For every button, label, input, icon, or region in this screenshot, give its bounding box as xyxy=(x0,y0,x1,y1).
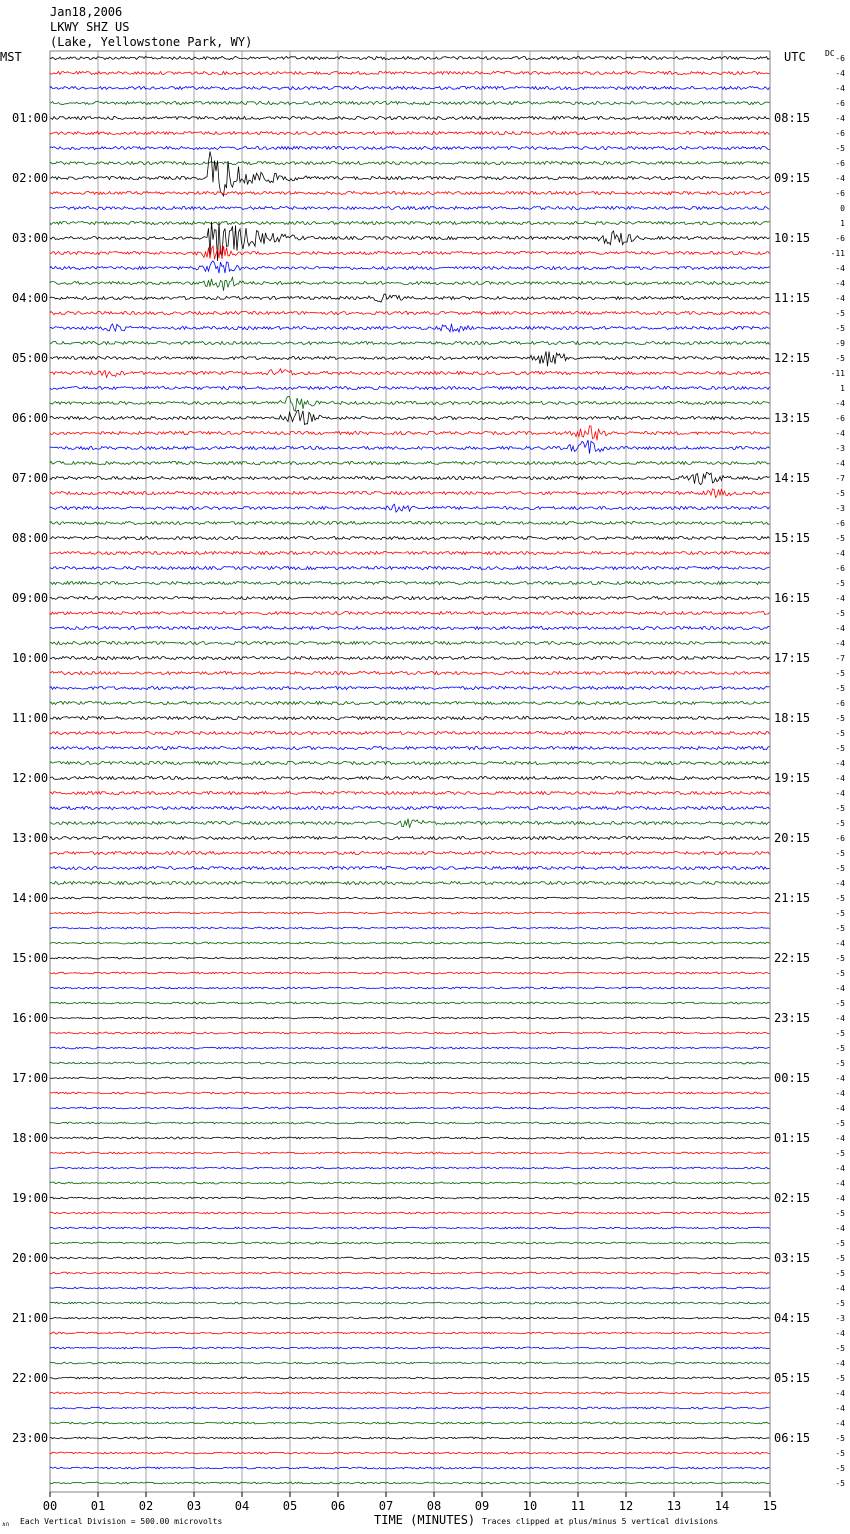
dc-offset-label: -5 xyxy=(835,1269,845,1278)
dc-offset-label: -4 xyxy=(835,789,845,798)
trace-line xyxy=(50,1302,770,1304)
mst-hour-label: 12:00 xyxy=(12,771,49,785)
dc-offset-label: -5 xyxy=(835,924,845,933)
mst-hour-label: 02:00 xyxy=(12,171,49,185)
seismic-traces xyxy=(50,56,770,1484)
utc-hour-label: 14:15 xyxy=(774,471,811,485)
trace-line xyxy=(50,716,770,719)
x-tick-label: 02 xyxy=(138,1499,154,1513)
plot-date: Jan18,2006 xyxy=(50,5,123,19)
dc-offset-label: -4 xyxy=(835,429,845,438)
x-tick-label: 05 xyxy=(282,1499,298,1513)
dc-offset-label: -4 xyxy=(835,279,845,288)
dc-offset-label: -4 xyxy=(835,84,845,93)
dc-offset-label: -5 xyxy=(835,489,845,498)
dc-offset-label: -5 xyxy=(835,684,845,693)
x-tick-label: 08 xyxy=(426,1499,442,1513)
scale-note: Each Vertical Division = 500.00 microvolts xyxy=(20,1517,223,1526)
trace-line xyxy=(50,1077,770,1079)
dc-offset-label: -5 xyxy=(835,1059,845,1068)
dc-offset-label: -5 xyxy=(835,579,845,588)
dc-offset-label: -4 xyxy=(835,939,845,948)
dc-offset-label: -11 xyxy=(830,249,845,258)
trace-line xyxy=(50,521,770,524)
dc-offset-label: -5 xyxy=(835,909,845,918)
dc-offset-label: -6 xyxy=(835,54,845,63)
dc-offset-label: -6 xyxy=(835,189,845,198)
trace-line xyxy=(50,1167,770,1169)
dc-offset-label: -5 xyxy=(835,1029,845,1038)
dc-offset-label: -6 xyxy=(835,564,845,573)
mst-hour-label: 15:00 xyxy=(12,951,49,965)
mst-hour-label: 04:00 xyxy=(12,291,49,305)
trace-line xyxy=(50,836,770,839)
dc-offset-label: -5 xyxy=(835,969,845,978)
trace-line xyxy=(50,246,770,260)
trace-line xyxy=(50,536,770,539)
dc-offset-labels xyxy=(831,54,846,1488)
utc-hour-label: 23:15 xyxy=(774,1011,811,1025)
dc-offset-label: -7 xyxy=(835,654,845,663)
dc-offset-label: -5 xyxy=(835,354,845,363)
trace-line xyxy=(50,881,770,884)
dc-offset-label: -5 xyxy=(835,804,845,813)
trace-line xyxy=(50,206,770,209)
mst-hour-label: 19:00 xyxy=(12,1191,49,1205)
trace-line xyxy=(50,1212,770,1214)
dc-offset-label: -5 xyxy=(835,1299,845,1308)
dc-offset-label: -5 xyxy=(835,1479,845,1488)
trace-line xyxy=(50,396,770,411)
dc-offset-label: -3 xyxy=(835,1314,845,1323)
dc-offset-label: -5 xyxy=(835,744,845,753)
utc-hour-label: 12:15 xyxy=(774,351,811,365)
trace-line xyxy=(50,352,770,367)
dc-offset-label: -6 xyxy=(835,159,845,168)
trace-line xyxy=(50,86,770,89)
dc-offset-label: -5 xyxy=(835,714,845,723)
dc-offset-label: -5 xyxy=(835,1344,845,1353)
dc-offset-label: -4 xyxy=(835,1224,845,1233)
mst-hour-labels xyxy=(12,111,48,1445)
dc-offset-label: -5 xyxy=(835,1119,845,1128)
trace-line xyxy=(50,489,770,498)
trace-line xyxy=(50,1152,770,1154)
trace-line xyxy=(50,656,770,659)
dc-offset-label: -6 xyxy=(835,99,845,108)
trace-line xyxy=(50,1047,770,1049)
dc-offset-label: -4 xyxy=(835,1389,845,1398)
utc-hour-label: 20:15 xyxy=(774,831,811,845)
mst-hour-label: 13:00 xyxy=(12,831,49,845)
trace-line xyxy=(50,504,770,512)
utc-hour-label: 13:15 xyxy=(774,411,811,425)
utc-hour-label: 22:15 xyxy=(774,951,811,965)
trace-line xyxy=(50,641,770,644)
x-tick-label: 13 xyxy=(666,1499,682,1513)
utc-hour-label: 06:15 xyxy=(774,1431,811,1445)
utc-hour-labels xyxy=(774,111,810,1445)
trace-line xyxy=(50,341,770,344)
dc-offset-label: -5 xyxy=(835,849,845,858)
dc-offset-label: -4 xyxy=(835,459,845,468)
trace-line xyxy=(50,851,770,854)
trace-line xyxy=(50,116,770,119)
trace-line xyxy=(50,1347,770,1349)
dc-offset-label: -6 xyxy=(835,414,845,423)
trace-line xyxy=(50,386,770,389)
trace-line xyxy=(50,461,770,464)
x-tick-labels xyxy=(43,1499,777,1513)
trace-line xyxy=(50,611,770,614)
dc-offset-label: -3 xyxy=(835,444,845,453)
dc-offset-label: -4 xyxy=(835,549,845,558)
dc-offset-label: -5 xyxy=(835,1149,845,1158)
trace-line xyxy=(50,151,770,196)
dc-offset-label: -4 xyxy=(835,114,845,123)
mst-hour-label: 17:00 xyxy=(12,1071,49,1085)
trace-line xyxy=(50,1332,770,1334)
trace-line xyxy=(50,1257,770,1259)
x-tick-label: 15 xyxy=(762,1499,778,1513)
dc-offset-label: -5 xyxy=(835,1374,845,1383)
mst-hour-label: 22:00 xyxy=(12,1371,49,1385)
dc-offset-label: -4 xyxy=(835,174,845,183)
dc-offset-label: -5 xyxy=(835,669,845,678)
trace-line xyxy=(50,1362,770,1364)
trace-line xyxy=(50,927,770,929)
dc-offset-label: -5 xyxy=(835,954,845,963)
x-tick-label: 03 xyxy=(186,1499,202,1513)
station-code: LKWY SHZ US xyxy=(50,20,130,34)
dc-offset-label: -6 xyxy=(835,129,845,138)
trace-line xyxy=(50,277,770,291)
dc-offset-label: 0 xyxy=(840,204,845,213)
mst-hour-label: 10:00 xyxy=(12,651,49,665)
trace-line xyxy=(50,1182,770,1184)
dc-header-label: DC xyxy=(825,49,835,58)
dc-offset-label: -5 xyxy=(835,609,845,618)
mst-hour-label: 21:00 xyxy=(12,1311,49,1325)
trace-line xyxy=(50,1422,770,1424)
dc-offset-label: -4 xyxy=(835,1194,845,1203)
dc-offset-label: -4 xyxy=(835,639,845,648)
dc-offset-label: -4 xyxy=(835,594,845,603)
mst-hour-label: 09:00 xyxy=(12,591,49,605)
x-tick-label: 06 xyxy=(330,1499,346,1513)
dc-offset-label: -4 xyxy=(835,1419,845,1428)
trace-line xyxy=(50,1272,770,1274)
trace-line xyxy=(50,101,770,104)
dc-offset-label: -5 xyxy=(835,999,845,1008)
x-tick-label: 14 xyxy=(714,1499,730,1513)
trace-line xyxy=(50,806,770,809)
dc-offset-label: -4 xyxy=(835,984,845,993)
x-tick-label: 10 xyxy=(522,1499,538,1513)
trace-line xyxy=(50,1137,770,1139)
utc-hour-label: 04:15 xyxy=(774,1311,811,1325)
dc-offset-label: 1 xyxy=(840,384,845,393)
utc-hour-label: 05:15 xyxy=(774,1371,811,1385)
trace-line xyxy=(50,426,770,440)
trace-line xyxy=(50,1002,770,1004)
dc-offset-label: -4 xyxy=(835,1359,845,1368)
dc-offset-label: -5 xyxy=(835,1239,845,1248)
trace-line xyxy=(50,1452,770,1454)
dc-offset-label: -5 xyxy=(835,729,845,738)
trace-line xyxy=(50,161,770,164)
dc-offset-label: -6 xyxy=(835,234,845,243)
trace-line xyxy=(50,819,770,828)
dc-offset-label: -9 xyxy=(835,339,845,348)
trace-line xyxy=(50,1107,770,1109)
mst-hour-label: 18:00 xyxy=(12,1131,49,1145)
mst-hour-label: 16:00 xyxy=(12,1011,49,1025)
trace-line xyxy=(50,596,770,599)
dc-offset-label: -5 xyxy=(835,894,845,903)
trace-line xyxy=(50,294,770,302)
utc-hour-label: 19:15 xyxy=(774,771,811,785)
trace-line xyxy=(50,1317,770,1319)
trace-line xyxy=(50,1092,770,1094)
dc-offset-label: -4 xyxy=(835,399,845,408)
dc-offset-label: -4 xyxy=(835,1089,845,1098)
trace-line xyxy=(50,1227,770,1229)
mst-hour-label: 08:00 xyxy=(12,531,49,545)
dc-offset-label: -5 xyxy=(835,1449,845,1458)
trace-line xyxy=(50,146,770,149)
utc-hour-label: 10:15 xyxy=(774,231,811,245)
corner-mark: ∧∩ xyxy=(2,1521,10,1528)
utc-hour-label: 16:15 xyxy=(774,591,811,605)
trace-line xyxy=(50,686,770,689)
trace-line xyxy=(50,866,770,869)
utc-hour-label: 00:15 xyxy=(774,1071,811,1085)
trace-line xyxy=(50,1407,770,1409)
dc-offset-label: -5 xyxy=(835,1209,845,1218)
trace-line xyxy=(50,1017,770,1019)
utc-zone-label: UTC xyxy=(784,50,806,64)
utc-hour-label: 03:15 xyxy=(774,1251,811,1265)
utc-hour-label: 21:15 xyxy=(774,891,811,905)
x-tick-label: 12 xyxy=(618,1499,634,1513)
clip-note: Traces clipped at plus/minus 5 vertical divisions xyxy=(482,1517,719,1526)
mst-hour-label: 14:00 xyxy=(12,891,49,905)
trace-line xyxy=(50,761,770,764)
trace-line xyxy=(50,1482,770,1484)
dc-offset-label: -4 xyxy=(835,1284,845,1293)
trace-line xyxy=(50,71,770,74)
trace-line xyxy=(50,324,770,332)
trace-line xyxy=(50,671,770,674)
utc-hour-label: 02:15 xyxy=(774,1191,811,1205)
trace-line xyxy=(50,472,770,484)
dc-offset-label: -4 xyxy=(835,69,845,78)
dc-offset-label: -5 xyxy=(835,864,845,873)
dc-offset-label: -4 xyxy=(835,1164,845,1173)
trace-line xyxy=(50,897,770,899)
trace-line xyxy=(50,56,770,59)
trace-line xyxy=(50,261,770,273)
trace-line xyxy=(50,1032,770,1034)
dc-offset-label: -4 xyxy=(835,294,845,303)
x-tick-label: 00 xyxy=(42,1499,58,1513)
trace-line xyxy=(50,551,770,554)
x-tick-label: 01 xyxy=(90,1499,106,1513)
dc-offset-label: -5 xyxy=(835,1434,845,1443)
trace-line xyxy=(50,972,770,974)
dc-offset-label: -4 xyxy=(835,624,845,633)
x-tick-label: 11 xyxy=(570,1499,586,1513)
trace-line xyxy=(50,369,770,378)
mst-hour-label: 20:00 xyxy=(12,1251,49,1265)
trace-line xyxy=(50,626,770,629)
dc-offset-label: -5 xyxy=(835,819,845,828)
trace-line xyxy=(50,1062,770,1064)
x-tick-label: 09 xyxy=(474,1499,490,1513)
x-tick-label: 04 xyxy=(234,1499,250,1513)
utc-hour-label: 09:15 xyxy=(774,171,811,185)
dc-offset-label: -4 xyxy=(835,1134,845,1143)
dc-offset-label: -5 xyxy=(835,144,845,153)
trace-line xyxy=(50,957,770,959)
dc-offset-label: -7 xyxy=(835,474,845,483)
dc-offset-label: -4 xyxy=(835,1404,845,1413)
dc-offset-label: -4 xyxy=(835,264,845,273)
trace-line xyxy=(50,1392,770,1394)
dc-offset-label: -6 xyxy=(835,519,845,528)
trace-line xyxy=(50,1197,770,1199)
trace-line xyxy=(50,1437,770,1439)
mst-hour-label: 03:00 xyxy=(12,231,49,245)
trace-line xyxy=(50,191,770,194)
trace-line xyxy=(50,131,770,134)
trace-line xyxy=(50,566,770,569)
station-location: (Lake, Yellowstone Park, WY) xyxy=(50,35,253,49)
dc-offset-label: -4 xyxy=(835,1074,845,1083)
dc-offset-label: -4 xyxy=(835,1104,845,1113)
trace-line xyxy=(50,776,770,779)
dc-offset-label: -5 xyxy=(835,1464,845,1473)
dc-offset-label: -4 xyxy=(835,1179,845,1188)
utc-hour-label: 15:15 xyxy=(774,531,811,545)
mst-hour-label: 05:00 xyxy=(12,351,49,365)
x-tick-label: 07 xyxy=(378,1499,394,1513)
trace-line xyxy=(50,222,770,261)
dc-offset-label: -11 xyxy=(830,369,845,378)
dc-offset-label: 1 xyxy=(840,219,845,228)
dc-offset-label: -5 xyxy=(835,534,845,543)
trace-line xyxy=(50,1287,770,1289)
mst-hour-label: 23:00 xyxy=(12,1431,49,1445)
dc-offset-label: -4 xyxy=(835,879,845,888)
trace-line xyxy=(50,701,770,704)
dc-offset-label: -4 xyxy=(835,759,845,768)
x-axis-label: TIME (MINUTES) xyxy=(374,1513,476,1527)
trace-line xyxy=(50,311,770,314)
mst-hour-label: 11:00 xyxy=(12,711,49,725)
mst-hour-label: 01:00 xyxy=(12,111,49,125)
dc-offset-label: -5 xyxy=(835,1044,845,1053)
trace-line xyxy=(50,987,770,989)
dc-offset-label: -6 xyxy=(835,699,845,708)
utc-hour-label: 01:15 xyxy=(774,1131,811,1145)
trace-line xyxy=(50,221,770,224)
trace-line xyxy=(50,1122,770,1124)
trace-line xyxy=(50,581,770,584)
dc-offset-label: -5 xyxy=(835,324,845,333)
dc-offset-label: -5 xyxy=(835,1254,845,1263)
utc-hour-label: 11:15 xyxy=(774,291,811,305)
trace-line xyxy=(50,1467,770,1469)
trace-line xyxy=(50,746,770,749)
dc-offset-label: -5 xyxy=(835,309,845,318)
dc-offset-label: -6 xyxy=(835,834,845,843)
dc-offset-label: -4 xyxy=(835,1014,845,1023)
trace-line xyxy=(50,731,770,734)
dc-offset-label: -4 xyxy=(835,774,845,783)
dc-offset-label: -4 xyxy=(835,1329,845,1338)
utc-hour-label: 18:15 xyxy=(774,711,811,725)
trace-line xyxy=(50,912,770,914)
dc-offset-label: -3 xyxy=(835,504,845,513)
utc-hour-label: 08:15 xyxy=(774,111,811,125)
trace-line xyxy=(50,942,770,944)
mst-hour-label: 06:00 xyxy=(12,411,49,425)
trace-line xyxy=(50,440,770,454)
trace-line xyxy=(50,1377,770,1379)
trace-line xyxy=(50,1242,770,1244)
trace-line xyxy=(50,410,770,424)
trace-line xyxy=(50,791,770,794)
utc-hour-label: 17:15 xyxy=(774,651,811,665)
mst-zone-label: MST xyxy=(0,50,22,64)
mst-hour-label: 07:00 xyxy=(12,471,49,485)
